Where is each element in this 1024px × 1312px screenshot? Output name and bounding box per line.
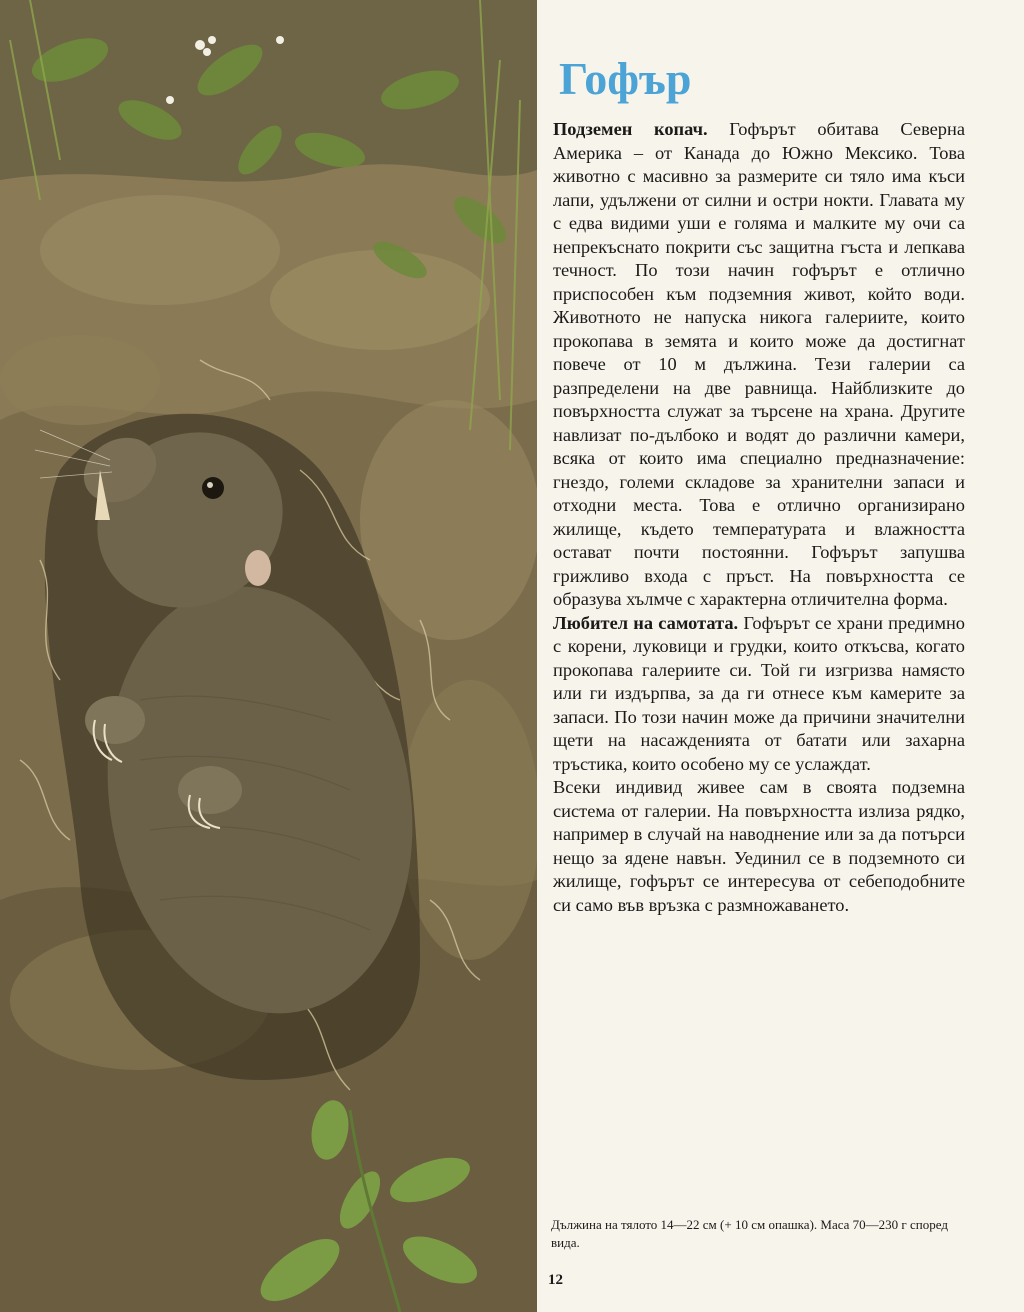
- lead-heading: Любител на самотата.: [553, 612, 739, 633]
- paragraph-solitary-life: [553, 776, 965, 917]
- paragraph-text: Гофърът обитава Северна Америка – от Канада до Южно Мексико. Това животно с масивно за размерите си тяло има къси лапи, удължени от силни и остри нокти. Главата му с едва видими уши е голяма и малките му очи са непрекъснато покрити със защитна гъста и лепкава течност. По този начин гофърът е отлично приспособен към подземния живот, който води. Животното не напуска никога галериите, които прокопава в земята и които може да достигнат повече от 10 м дължина. Тези галерии са разпределени на две равнища. Найблизките до повърхността служат за търсене на храна. Другите навлизат по-дълбоко и водят до различни камери, всяка от които има специално предназначение: гнездо, големи складове за хранителни запаси и отходни места. Това е отлично организирано жилище, където температурата и влажността остават почти постоянни. Гофърът запушва грижливо входа с пръст. На повърхността се образува хълмче с характерна отличителна форма.: [553, 119, 966, 609]
- article-body: [553, 118, 965, 917]
- body-size-caption: Дължина на тялото 14—22 см (+ 10 см опашка). Маса 70—230 г според вида.: [551, 1217, 948, 1250]
- paragraph-text: Всеки индивид живее сам в своята подземна система от галерии. На повърхността излиза рядко, например в случай на наводнение или за да потърси нещо за ядене навън. Уединил се в подземното си жилище, гофърът се интересува от себеподобните си само във връзка с размножаването.: [553, 777, 965, 915]
- paragraph-loner: [553, 612, 965, 777]
- page-title: Гофър: [559, 53, 692, 104]
- page-number: 12: [548, 1272, 563, 1288]
- paragraph-text: Гофърът се храни предимно с корени, луковици и грудки, които откъсва, когато прокопава галериите си. Той ги изгризва намясто или ги издърпва, за да ги отнесе към камерите за запаси. По този начин може да причини значителни щети на насажденията от батати или захарна тръстика, които особено му се услаждат.: [553, 612, 965, 774]
- lead-heading: Подземен копач.: [553, 119, 708, 139]
- paragraph-underground-digger: [553, 118, 965, 612]
